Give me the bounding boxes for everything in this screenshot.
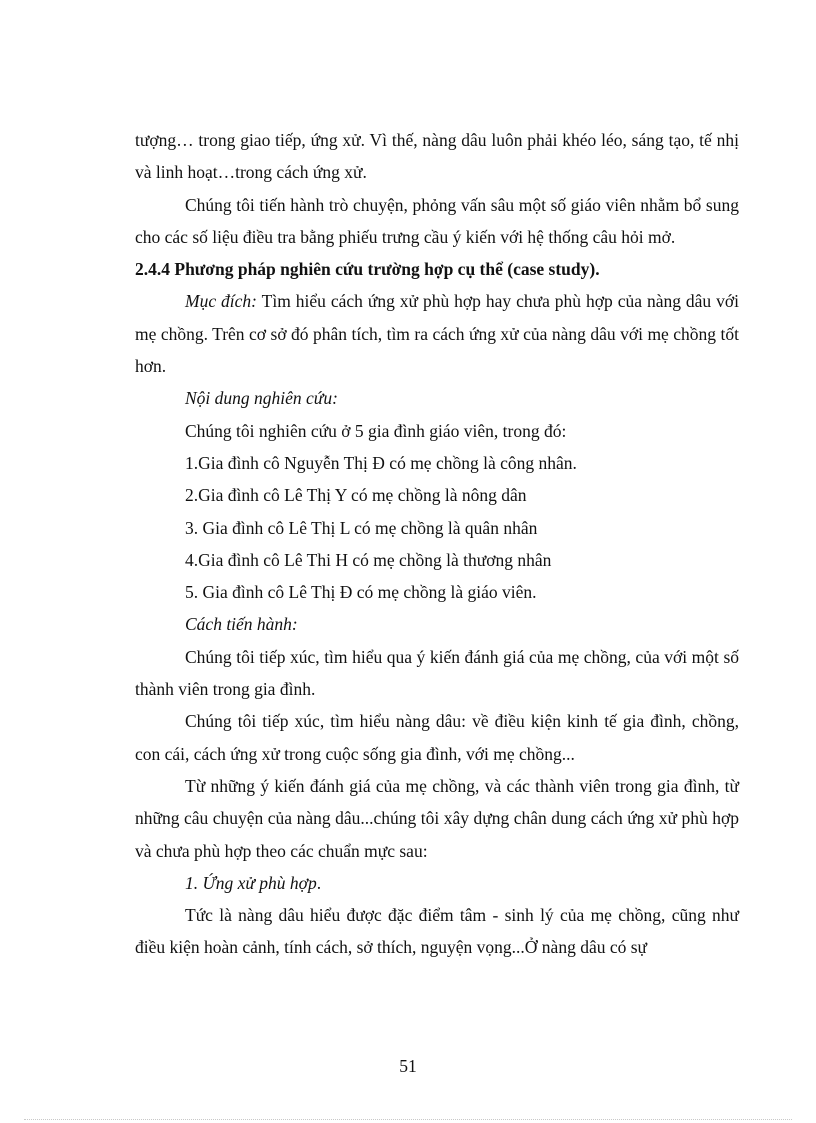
- method-label: Cách tiến hành:: [185, 614, 298, 635]
- purpose-text: Tìm hiểu cách ứng xử phù hợp hay chưa phù hợp của nàng dâu với mẹ chồng. Trên cơ sở đó phân tích, tìm ra cách ứng xử của nàng dâu với mẹ chồng tốt hơn.: [135, 291, 739, 377]
- content-label: Nội dung nghiên cứu:: [185, 388, 338, 409]
- last-paragraph: Tức là nàng dâu hiểu được đặc điểm tâm - sinh lý của mẹ chồng, cũng như điều kiện hoàn cảnh, tính cách, sở thích, nguyện vọng...Ở nàng dâu có sự: [135, 905, 739, 958]
- page-bottom-divider: [24, 1119, 792, 1120]
- purpose-paragraph: [135, 285, 739, 382]
- method-paragraph-2: Chúng tôi tiếp xúc, tìm hiểu nàng dâu: về điều kiện kinh tế gia đình, chồng, con cái, cách ứng xử trong cuộc sống gia đình, với mẹ chồng...: [135, 711, 739, 764]
- family-item-2: 2.Gia đình cô Lê Thị Y có mẹ chồng là nông dân: [185, 485, 527, 506]
- study-intro: Chúng tôi nghiên cứu ở 5 gia đình giáo viên, trong đó:: [185, 420, 567, 441]
- page-body: [135, 124, 739, 964]
- method-paragraph-1: Chúng tôi tiếp xúc, tìm hiểu qua ý kiến đánh giá của mẹ chồng, của với một số thành viên trong gia đình.: [135, 646, 739, 700]
- family-item-5: 5. Gia đình cô Lê Thị Đ có mẹ chồng là giáo viên.: [185, 582, 537, 603]
- interview-paragraph: Chúng tôi tiến hành trò chuyện, phỏng vấn sâu một số giáo viên nhằm bổ sung cho các số liệu điều tra bằng phiếu trưng cầu ý kiến với hệ thống câu hỏi mở.: [135, 194, 739, 247]
- family-item-1: 1.Gia đình cô Nguyễn Thị Đ có mẹ chồng là công nhân.: [185, 452, 577, 473]
- page-number: 51: [399, 1056, 417, 1076]
- paragraph-continuation: tượng… trong giao tiếp, ứng xử. Vì thế, nàng dâu luôn phải khéo léo, sáng tạo, tế nhị và linh hoạt…trong cách ứng xử.: [135, 130, 739, 183]
- method-paragraph-3: Từ những ý kiến đánh giá của mẹ chồng, và các thành viên trong gia đình, từ những câu chuyện của nàng dâu...chúng tôi xây dựng chân dung cách ứng xử phù hợp và chưa phù hợp theo các chuẩn mực sau:: [135, 775, 739, 861]
- family-item-4: 4.Gia đình cô Lê Thi H có mẹ chồng là thương nhân: [185, 549, 552, 570]
- purpose-label: Mục đích:: [185, 291, 258, 312]
- subheading-paragraph: [135, 867, 739, 899]
- subheading-period: .: [316, 872, 322, 893]
- family-item-3: 3. Gia đình cô Lê Thị L có mẹ chồng là quân nhân: [185, 517, 538, 538]
- subheading: 1. Ứng xử phù hợp: [185, 872, 317, 893]
- section-heading: 2.4.4 Phương pháp nghiên cứu trường hợp cụ thể (case study).: [135, 259, 600, 280]
